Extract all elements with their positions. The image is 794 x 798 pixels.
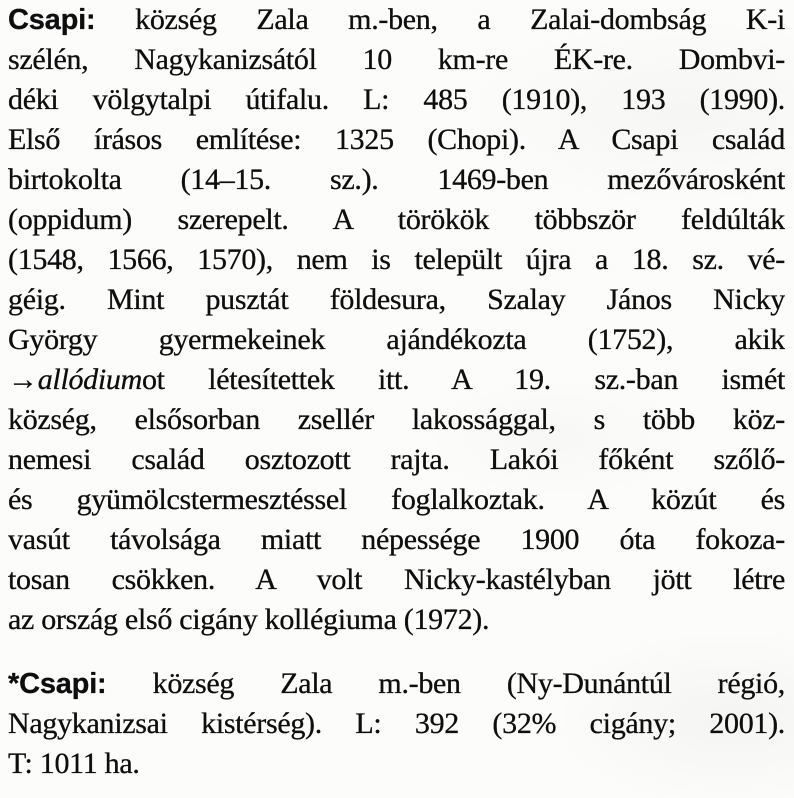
- cross-reference-arrow-icon: →: [8, 363, 38, 396]
- body-text: (1548, 1566, 1570), nem is települt újra a 18. sz. vé-: [8, 243, 785, 276]
- body-text: Első írásos említése: 1325 (Chopi). A Csapi család: [8, 123, 785, 156]
- headword: *Csapi:: [8, 668, 107, 700]
- text-line: [8, 200, 785, 240]
- text-line: [8, 664, 785, 704]
- body-text: és gyümölcstermesztéssel foglalkoztak. A közút és: [8, 483, 785, 516]
- body-text: község Zala m.-ben (Ny-Dunántúl régió,: [106, 667, 785, 700]
- body-text: az ország első cigány kollégiuma (1972).: [8, 603, 490, 636]
- body-text: T: 1011 ha.: [8, 747, 140, 780]
- cross-reference-term: allódium: [37, 363, 142, 396]
- headword: Csapi:: [8, 4, 96, 36]
- text-line: [8, 0, 785, 40]
- text-line: [8, 704, 785, 744]
- body-text: ot létesítettek itt. A 19. sz.-ban ismét: [141, 363, 785, 396]
- text-line: [8, 560, 785, 600]
- text-line: [8, 600, 785, 640]
- body-text: géig. Mint pusztát földesura, Szalay János Nicky: [8, 283, 785, 316]
- body-text: nemesi család osztozott rajta. Lakói főként szőlő-: [8, 443, 785, 476]
- text-line: [8, 120, 785, 160]
- body-text: község, elsősorban zsellér lakossággal, s több köz-: [8, 403, 785, 436]
- body-text: (oppidum) szerepelt. A törökök többször feldúlták: [8, 203, 785, 236]
- text-line: [8, 400, 785, 440]
- body-text: vasút távolsága miatt népessége 1900 óta fokoza-: [8, 523, 785, 556]
- text-line: [8, 280, 785, 320]
- text-line: [8, 440, 785, 480]
- text-line: [8, 360, 785, 400]
- text-line: [8, 520, 785, 560]
- text-line: [8, 320, 785, 360]
- body-text: tosan csökken. A volt Nicky-kastélyban jött létre: [8, 563, 785, 596]
- entry-csapi-historical: [8, 0, 785, 640]
- body-text: birtokolta (14–15. sz.). 1469-ben mezővárosként: [8, 163, 785, 196]
- body-text: György gyermekeinek ajándékozta (1752), akik: [8, 323, 785, 356]
- body-text: szélén, Nagykanizsától 10 km-re ÉK-re. Dombvi-: [8, 43, 785, 76]
- body-text: község Zala m.-ben, a Zalai-dombság K-i: [95, 3, 785, 36]
- text-line: [8, 40, 785, 80]
- body-text: déki völgytalpi útifalu. L: 485 (1910), 193 (1990).: [8, 83, 785, 116]
- text-line: [8, 240, 785, 280]
- entry-csapi-modern: [8, 664, 785, 784]
- text-line: [8, 160, 785, 200]
- text-line: [8, 744, 785, 784]
- body-text: Nagykanizsai kistérség). L: 392 (32% cigány; 2001).: [8, 707, 785, 740]
- text-line: [8, 480, 785, 520]
- text-line: [8, 80, 785, 120]
